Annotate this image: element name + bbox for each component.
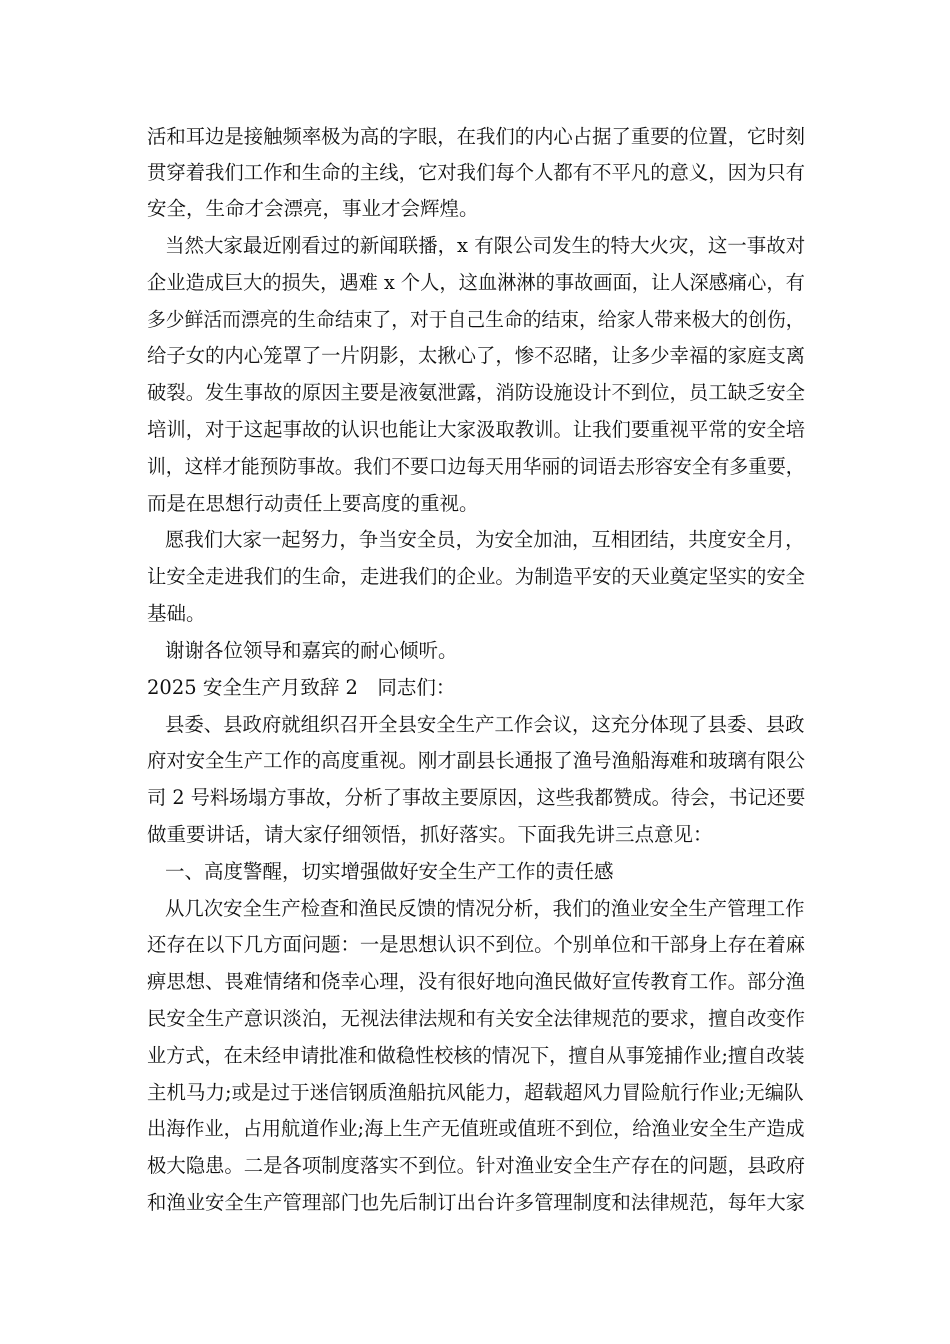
text-line: 民安全生产意识淡泊，无视法律法规和有关安全法律规范的要求，擅自改变作 [147, 1007, 806, 1030]
text-line: 谢谢各位领导和嘉宾的耐心倾听。 [165, 639, 458, 662]
text-line: 业方式，在未经申请批准和做稳性校核的情况下，擅自从事笼捕作业;擅自改装 [147, 1044, 805, 1067]
text-line: 和渔业安全生产管理部门也先后制订出台许多管理制度和法律规范，每年大家 [147, 1191, 806, 1214]
text-line: 给子女的内心笼罩了一片阴影，太揪心了，惨不忍睹，让多少幸福的家庭支离 [147, 344, 806, 367]
text-line: 还存在以下几方面问题：一是思想认识不到位。个别单位和干部身上存在着麻 [147, 933, 806, 956]
text-line: 司 2 号料场塌方事故，分析了事故主要原因，这些我都赞成。待会，书记还要 [147, 786, 806, 809]
text-line: 多少鲜活而漂亮的生命结束了，对于自己生命的结束，给家人带来极大的创伤， [147, 308, 805, 331]
text-line: 贯穿着我们工作和生命的主线，它对我们每个人都有不平凡的意义，因为只有 [147, 161, 806, 184]
text-line: 让安全走进我们的生命，走进我们的企业。为制造平安的天业奠定坚实的安全 [147, 565, 806, 588]
text-line: 基础。 [147, 602, 206, 625]
text-line: 愿我们大家一起努力，争当安全员，为安全加油，互相团结，共度安全月， [165, 528, 805, 551]
text-line: 当然大家最近刚看过的新闻联播，x 有限公司发生的特大火灾，这一事故对 [165, 234, 806, 257]
text-line: 主机马力;或是过于迷信钢质渔船抗风能力，超载超风力冒险航行作业;无编队 [147, 1081, 804, 1104]
text-line: 痹思想、畏难情绪和侥幸心理，没有很好地向渔民做好宣传教育工作。部分渔 [147, 970, 806, 993]
text-line: 活和耳边是接触频率极为高的字眼，在我们的内心占据了重要的位置，它时刻 [147, 125, 806, 148]
text-line: 出海作业，占用航道作业;海上生产无值班或值班不到位，给渔业安全生产造成 [147, 1117, 805, 1140]
text-line: 培训，对于这起事故的认识也能让大家汲取教训。让我们要重视平常的安全培 [147, 418, 806, 441]
text-line: 从几次安全生产检查和渔民反馈的情况分析，我们的渔业安全生产管理工作 [165, 897, 805, 920]
section-heading: 2025 安全生产月致辞 2 同志们： [147, 676, 456, 699]
text-line: 极大隐患。二是各项制度落实不到位。针对渔业安全生产存在的问题，县政府 [147, 1154, 806, 1177]
text-line: 做重要讲话，请大家仔细领悟，抓好落实。下面我先讲三点意见： [147, 823, 713, 846]
text-line: 而是在思想行动责任上要高度的重视。 [147, 492, 479, 515]
text-line: 县委、县政府就组织召开全县安全生产工作会议，这充分体现了县委、县政 [165, 713, 805, 736]
text-line: 府对安全生产工作的高度重视。刚才副县长通报了渔号渔船海难和玻璃有限公 [147, 749, 806, 772]
subheading: 一、高度警醒，切实增强做好安全生产工作的责任感 [165, 860, 614, 883]
text-line: 安全，生命才会漂亮，事业才会辉煌。 [147, 197, 479, 220]
text-line: 企业造成巨大的损失，遇难 x 个人，这血淋淋的事故画面，让人深感痛心，有 [147, 271, 805, 294]
text-line: 训，这样才能预防事故。我们不要口边每天用华丽的词语去形容安全有多重要， [147, 455, 805, 478]
text-line: 破裂。发生事故的原因主要是液氨泄露，消防设施设计不到位，员工缺乏安全 [147, 381, 806, 404]
